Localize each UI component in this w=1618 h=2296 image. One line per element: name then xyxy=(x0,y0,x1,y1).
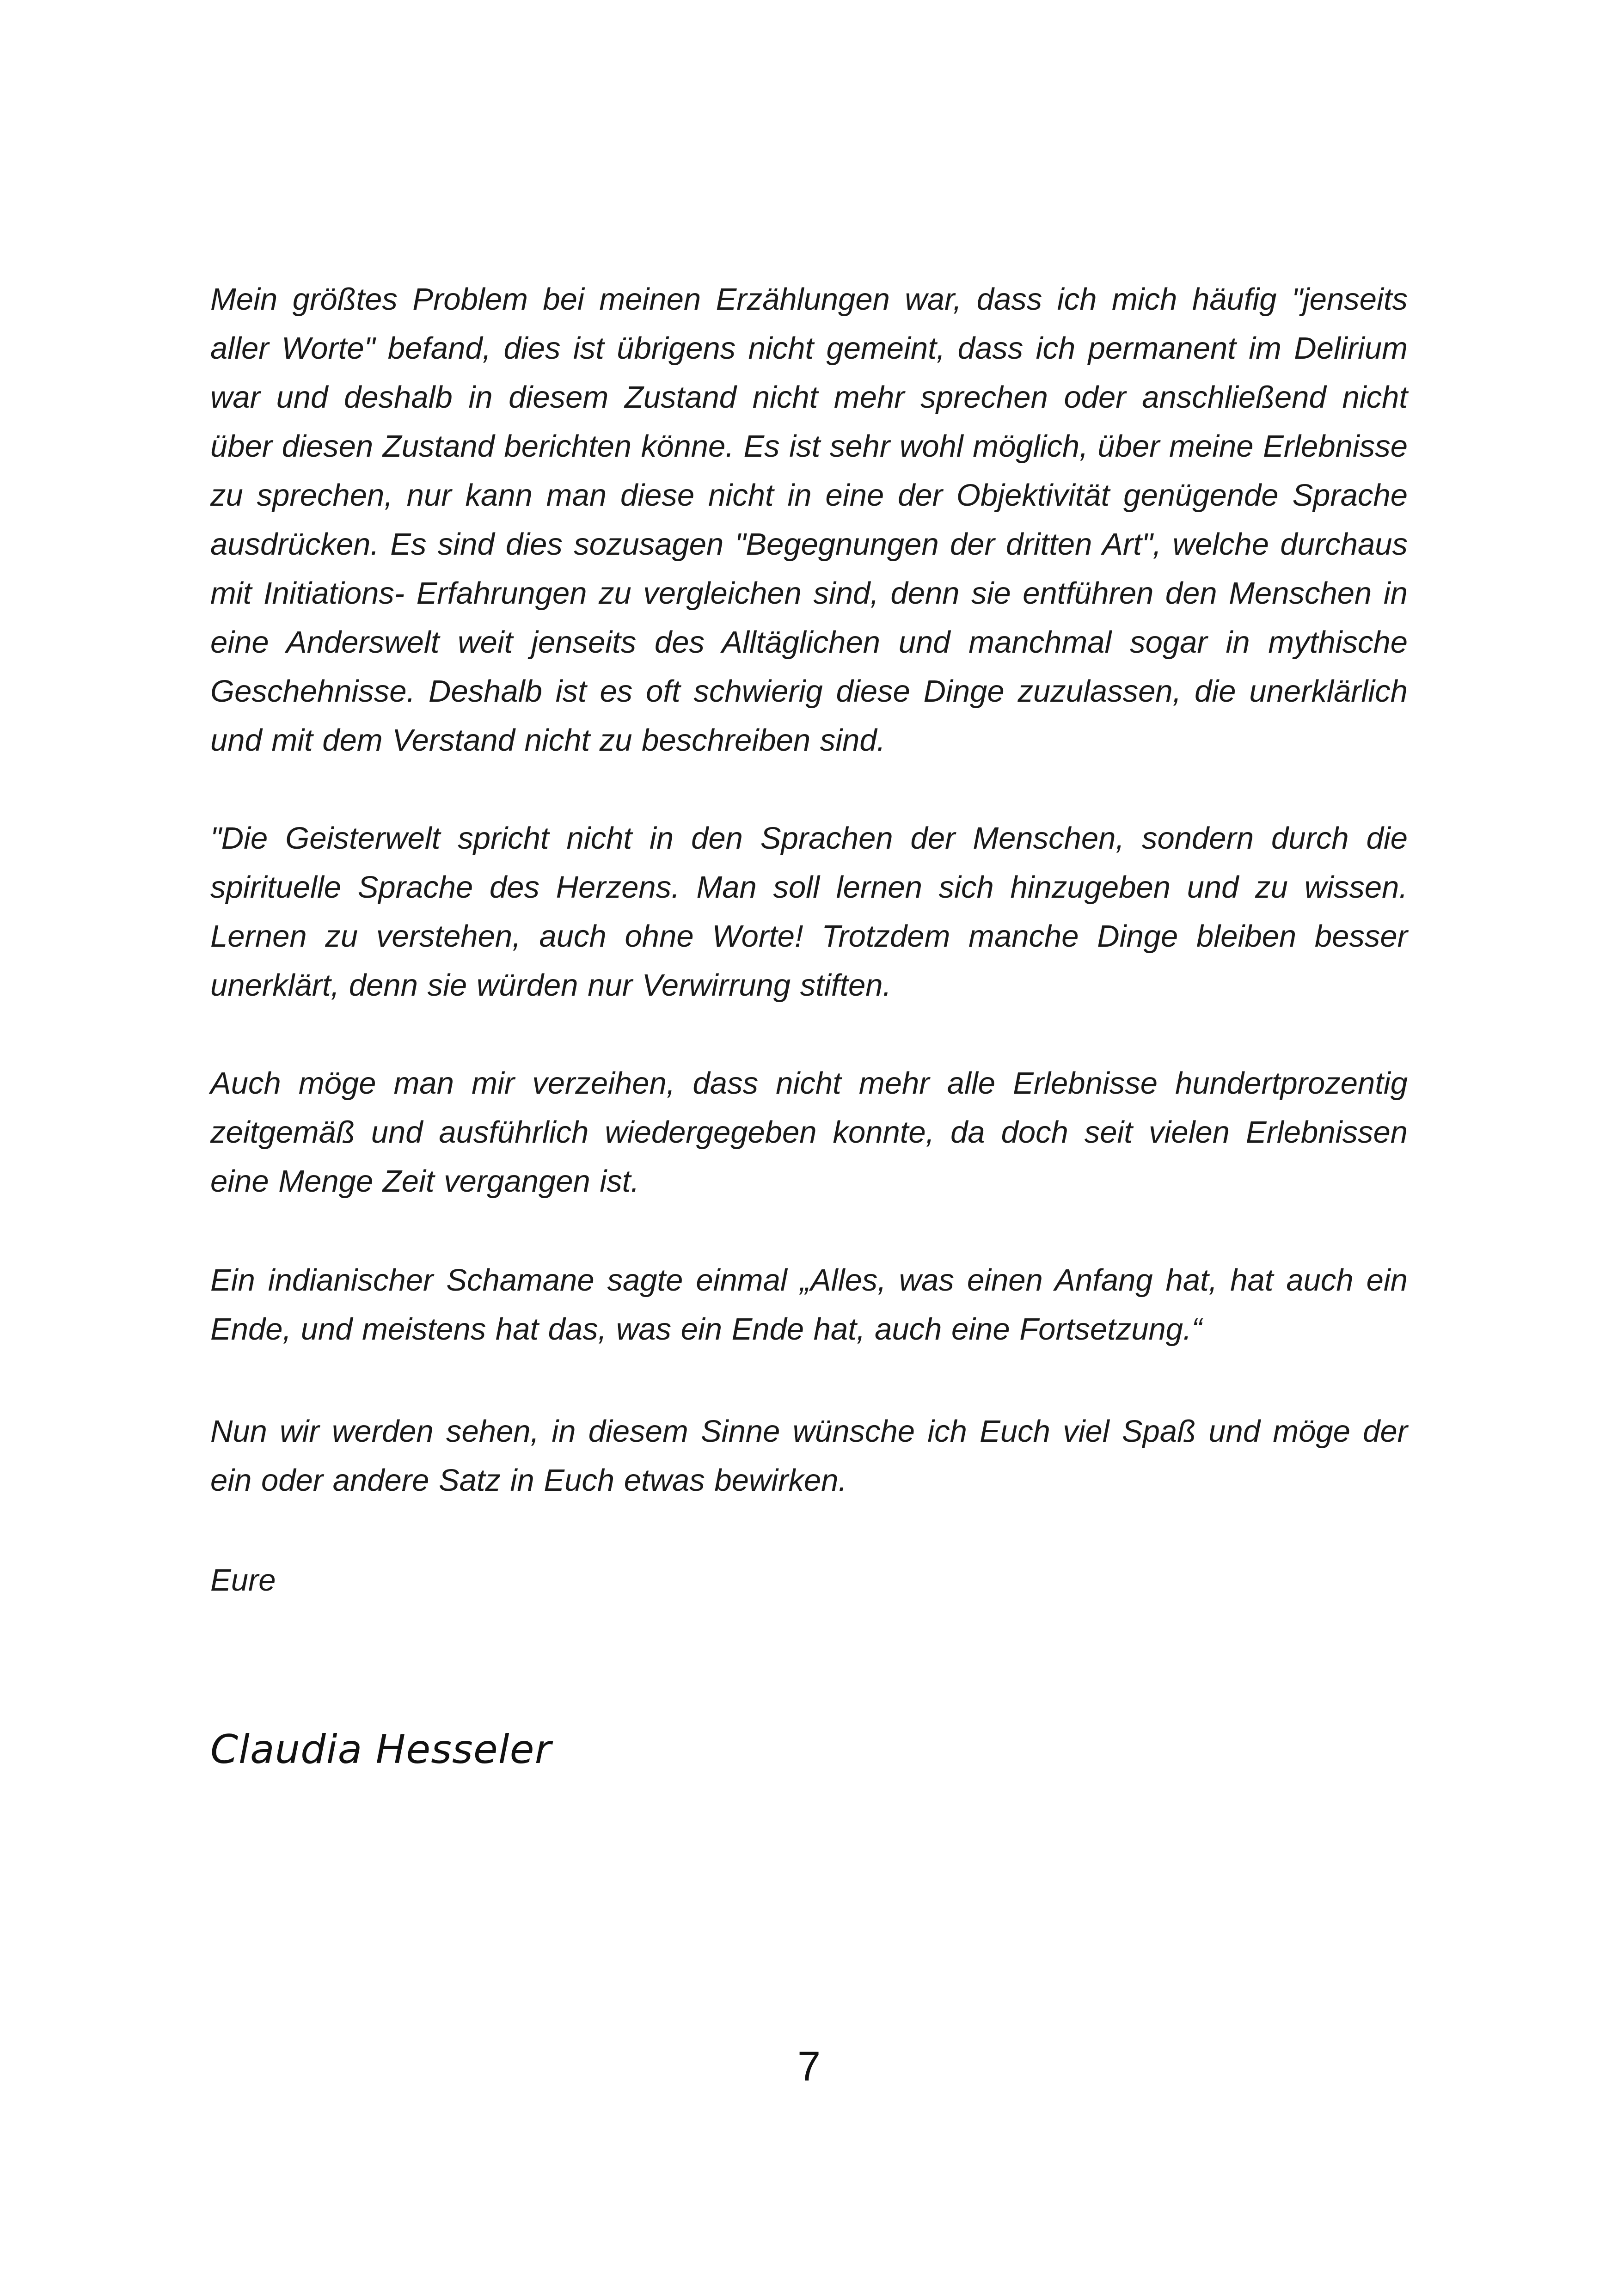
paragraph-wishes: Nun wir werden sehen, in diesem Sinne wünsche ich Euch viel Spaß und möge der ein oder andere Satz in Euch etwas bewirken. xyxy=(210,1414,1408,1498)
paragraph-problem: Mein größtes Problem bei meinen Erzählungen war, dass ich mich häufig "jenseits aller Worte" befand, dies ist übrigens nicht gemeint, dass ich permanent im Delirium war und deshalb in diesem Zustand nicht mehr sprechen oder anschließend nicht über diesen Zustand berichten könne. Es ist sehr wohl möglich, über meine Erlebnisse zu sprechen, nur kann man diese nicht in eine der Objektivität genügende Sprache ausdrücken. Es sind dies sozusagen "Begegnungen der dritten Art", welche durchaus mit Initiations- Erfahrungen zu vergleichen sind, denn sie entführen den Menschen in eine Anderswelt weit jenseits des Alltäglichen und manchmal sogar in mythische Geschehnisse. Deshalb ist es oft schwierig diese Dinge zuzulassen, die unerklärlich und mit dem Verstand nicht zu beschreiben sind. xyxy=(210,282,1408,758)
author-signature: Claudia Hesseler xyxy=(210,1727,552,1773)
page-number: 7 xyxy=(797,2044,821,2090)
closing-salutation: Eure xyxy=(210,1563,276,1598)
paragraph-spirit-world: "Die Geisterwelt spricht nicht in den Sprachen der Menschen, sondern durch die spirituelle Sprache des Herzens. Man soll lernen sich hinzugeben und zu wissen. Lernen zu verstehen, auch ohne Worte! Trotzdem manche Dinge bleiben besser unerklärt, denn sie würden nur Verwirrung stiften. xyxy=(210,821,1408,1003)
paragraph-shaman-quote: Ein indianischer Schamane sagte einmal „Alles, was einen Anfang hat, hat auch ein Ende, und meistens hat das, was ein Ende hat, auch eine Fortsetzung.“ xyxy=(210,1263,1408,1347)
paragraph-apology: Auch möge man mir verzeihen, dass nicht mehr alle Erlebnisse hundertprozentig zeitgemäß und ausführlich wiedergegeben konnte, da doch seit vielen Erlebnissen eine Menge Zeit vergangen ist. xyxy=(210,1066,1408,1199)
body-text xyxy=(210,275,1408,1605)
